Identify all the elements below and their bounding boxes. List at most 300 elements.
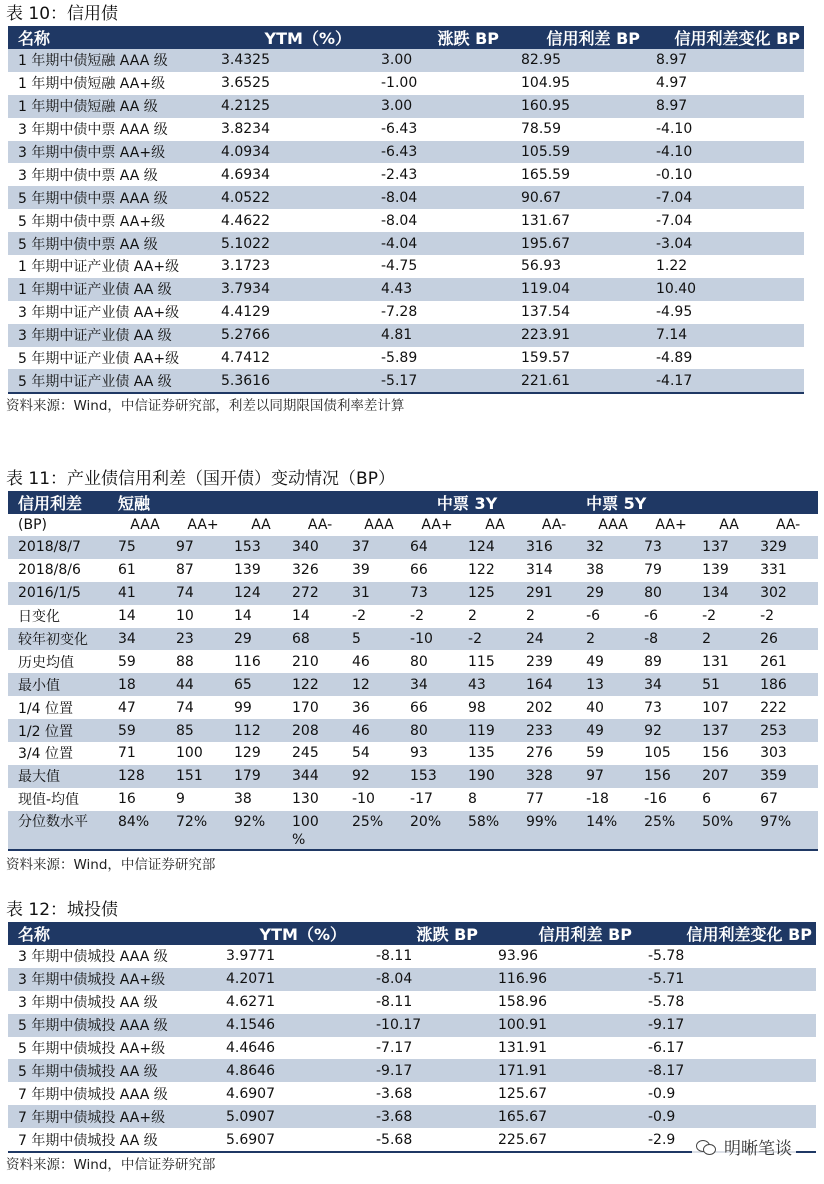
spread-value-cell: 39: [352, 562, 370, 579]
table-row: [8, 347, 804, 370]
table-row: [8, 765, 818, 788]
spread-value-cell: 135: [468, 745, 495, 762]
spread-value-cell: 23: [174, 628, 232, 651]
cell-spread-change-bp: 7.14: [648, 324, 804, 347]
spread-value-cell: -2: [702, 608, 717, 625]
cell-name: 1 年期中证产业债 AA 级: [8, 278, 213, 301]
spread-value-cell: 328: [524, 765, 584, 788]
table-row: [8, 278, 804, 301]
sub-header-cell: AA: [232, 514, 290, 536]
cell-spread-change-bp: -5.78: [640, 945, 816, 968]
cell-spread-bp: 171.91: [490, 1059, 640, 1082]
sub-header-cell: AA+: [408, 514, 466, 536]
spread-value-cell: 131: [702, 653, 729, 670]
spread-value-cell: 87: [176, 562, 194, 579]
cell-spread-change-bp: -0.9: [640, 1105, 816, 1128]
cell-spread-bp: 225.67: [490, 1128, 640, 1152]
cell-change-bp: -6.43: [373, 141, 513, 164]
cell-ytm: 5.6907: [218, 1128, 368, 1152]
spread-value-cell: 58%: [466, 811, 524, 850]
spread-value-cell: 122: [290, 673, 350, 696]
cell-name: 7 年期中债城投 AA+级: [8, 1105, 218, 1128]
spread-value-cell: 210: [292, 653, 319, 670]
table-row: [8, 945, 816, 968]
cell-spread-change-bp: 8.97: [648, 49, 804, 72]
spread-value-cell: -17: [410, 791, 433, 808]
cell-spread-change-bp: 8.97: [648, 95, 804, 118]
spread-value-cell: 26: [758, 628, 818, 651]
cell-name: 1 年期中债短融 AA+级: [18, 76, 166, 93]
cell-spread-bp: 165.67: [490, 1105, 640, 1128]
cell-spread-bp: 116.96: [490, 968, 640, 991]
table12-title: 表 12：城投债: [6, 900, 119, 920]
table-row: [8, 255, 804, 278]
urban-investment-bond-table: [8, 922, 816, 1153]
table-row: [8, 1082, 816, 1105]
table-row: [8, 628, 818, 651]
spread-value-cell: 34: [408, 673, 466, 696]
spread-value-cell: 137: [700, 536, 758, 559]
spread-value-cell: 97: [174, 536, 232, 559]
spread-value-cell: 49: [586, 653, 604, 670]
cell-ytm: 4.7412: [221, 350, 270, 367]
col-header-spread-bp: 信用利差 BP: [513, 26, 648, 49]
spread-value-cell: 291: [524, 582, 584, 605]
cell-spread-change-bp: -7.04: [648, 186, 804, 209]
spread-value-cell: 80: [410, 653, 428, 670]
spread-value-cell: -2: [352, 608, 366, 625]
cell-name: 5 年期中债中票 AAA 级: [8, 186, 213, 209]
cell-change-bp: -5.17: [373, 369, 513, 393]
cell-spread-change-bp: -3.04: [648, 232, 804, 255]
cell-name: 1 年期中债短融 AA 级: [8, 95, 213, 118]
cell-ytm: 3.4325: [213, 49, 373, 72]
cell-change-bp: -4.04: [373, 232, 513, 255]
row-label: 现值-均值: [18, 792, 80, 809]
cell-ytm: 3.6525: [221, 75, 270, 92]
table-row: [8, 1014, 816, 1037]
spread-value-cell: 40: [586, 699, 604, 716]
col-header-name: 名称: [8, 26, 213, 49]
spread-value-cell: 2: [526, 608, 535, 625]
cell-spread-bp: 131.67: [521, 212, 570, 229]
table-row: [8, 186, 804, 209]
table-row: [8, 1105, 816, 1128]
cell-spread-bp: 90.67: [513, 186, 648, 209]
spread-value-cell: -8: [642, 628, 700, 651]
spread-value-cell: 276: [526, 745, 553, 762]
cell-ytm: 5.2766: [213, 324, 373, 347]
spread-value-cell: 92: [642, 719, 700, 742]
sub-header-cell: AA-: [290, 514, 350, 536]
spread-value-cell: 68: [290, 628, 350, 651]
spread-value-cell: 139: [702, 562, 729, 579]
table11-group-header-row: [8, 491, 818, 514]
spread-value-cell: 67: [760, 791, 778, 808]
spread-value-cell: 326: [292, 562, 319, 579]
cell-change-bp: -4.75: [381, 258, 418, 275]
cell-change-bp: -6.43: [381, 121, 418, 138]
spread-value-cell: 20%: [408, 811, 466, 850]
cell-name: 5 年期中证产业债 AA 级: [8, 369, 213, 393]
sub-header-cell: AA: [700, 514, 758, 536]
spread-value-cell: 6: [702, 791, 711, 808]
spread-value-cell: 186: [758, 673, 818, 696]
spread-value-cell: 14: [234, 608, 252, 625]
spread-value-cell: 46: [352, 653, 370, 670]
spread-value-cell: -10: [408, 628, 466, 651]
cell-spread-bp: 104.95: [521, 75, 570, 92]
table-row: [8, 163, 804, 186]
spread-value-cell: 59: [118, 653, 136, 670]
cell-change-bp: -3.68: [368, 1105, 490, 1128]
spread-value-cell: 99: [234, 699, 252, 716]
spread-value-cell: 156: [702, 745, 729, 762]
spread-value-cell: 74: [176, 699, 194, 716]
spread-value-cell: 153: [232, 536, 290, 559]
table-row: [8, 742, 818, 765]
cell-spread-bp: 105.59: [513, 141, 648, 164]
cell-spread-bp: 82.95: [513, 49, 648, 72]
spread-value-cell: 80: [408, 719, 466, 742]
col-header-ytm: YTM（%）: [218, 922, 368, 945]
spread-value-cell: 84%: [116, 811, 174, 850]
col-header-spread-bp: 信用利差 BP: [490, 922, 640, 945]
cell-spread-change-bp: -4.95: [656, 304, 693, 321]
industry-bond-spread-table: [8, 491, 818, 851]
spread-value-cell: 92%: [232, 811, 290, 850]
spread-value-cell: 32: [584, 536, 642, 559]
cell-spread-change-bp: -9.17: [640, 1014, 816, 1037]
cell-ytm: 4.4646: [218, 1037, 368, 1060]
spread-value-cell: 100: [176, 745, 203, 762]
cell-name: 3 年期中债中票 AAA 级: [18, 122, 168, 139]
spread-value-cell: 302: [758, 582, 818, 605]
table-row: [8, 1059, 816, 1082]
spread-value-cell: 25%: [350, 811, 408, 850]
cell-spread-change-bp: 1.22: [656, 258, 688, 275]
spread-value-cell: 153: [408, 765, 466, 788]
table10-title: 表 10：信用债: [6, 4, 119, 24]
spread-value-cell: 331: [760, 562, 787, 579]
row-label: 2016/1/5: [8, 582, 116, 605]
cell-name: 3 年期中证产业债 AA 级: [8, 324, 213, 347]
spread-value-cell: 14: [118, 608, 136, 625]
spread-value-cell: 74: [174, 582, 232, 605]
cell-spread-bp: 78.59: [521, 121, 562, 138]
cell-change-bp: -7.17: [368, 1037, 490, 1060]
table-row: [8, 72, 804, 95]
col-header-spread-change-bp: 信用利差变化 BP: [648, 26, 804, 49]
cell-name: 7 年期中债城投 AAA 级: [8, 1082, 218, 1105]
spread-value-cell: 92: [350, 765, 408, 788]
spread-value-cell: 65: [232, 673, 290, 696]
spread-value-cell: 125: [466, 582, 524, 605]
col-header-name: 名称: [8, 922, 218, 945]
spread-value-cell: 64: [408, 536, 466, 559]
spread-value-cell: 98: [468, 699, 486, 716]
cell-change-bp: -1.00: [381, 75, 418, 92]
cell-ytm: 4.1546: [218, 1014, 368, 1037]
spread-value-cell: 75: [116, 536, 174, 559]
cell-spread-change-bp: -6.17: [640, 1037, 816, 1060]
spread-value-cell: 37: [350, 536, 408, 559]
table-row: [8, 232, 804, 255]
sub-header-cell: AA+: [174, 514, 232, 536]
spread-value-cell: 41: [116, 582, 174, 605]
spread-value-cell: 9: [176, 791, 185, 808]
cell-spread-bp: 158.96: [490, 991, 640, 1014]
cell-spread-bp: 56.93: [521, 258, 562, 275]
table-row: [8, 582, 818, 605]
spread-value-cell: 88: [176, 653, 194, 670]
table-row: [8, 719, 818, 742]
spread-value-cell: 2: [584, 628, 642, 651]
row-label: 最小值: [8, 673, 116, 696]
sub-header-cell: (BP): [8, 514, 116, 536]
cell-ytm: 4.6907: [218, 1082, 368, 1105]
spread-value-cell: 202: [526, 699, 553, 716]
table-row: [8, 788, 818, 811]
cell-spread-change-bp: -8.17: [640, 1059, 816, 1082]
cell-spread-change-bp: -5.71: [640, 968, 816, 991]
sub-header-cell: AA-: [758, 514, 818, 536]
col-header-ytm: YTM（%）: [213, 26, 373, 49]
spread-value-cell: 14: [292, 608, 310, 625]
spread-value-cell: 253: [758, 719, 818, 742]
cell-spread-change-bp: -4.89: [656, 350, 693, 367]
spread-value-cell: 190: [466, 765, 524, 788]
cell-change-bp: -2.43: [381, 166, 418, 183]
table-row: [8, 49, 804, 72]
cell-ytm: 4.2125: [213, 95, 373, 118]
spread-value-cell: 31: [350, 582, 408, 605]
spread-value-cell: 314: [526, 562, 553, 579]
spread-value-cell: 54: [352, 745, 370, 762]
row-label: 2018/8/6: [18, 562, 81, 579]
cell-ytm: 3.9771: [218, 945, 368, 968]
cell-ytm: 4.4622: [221, 212, 270, 229]
cell-change-bp: -8.04: [373, 186, 513, 209]
table-row: [8, 991, 816, 1014]
spread-value-cell: 44: [174, 673, 232, 696]
table-row: [8, 369, 804, 393]
spread-value-cell: 38: [586, 562, 604, 579]
spread-value-cell: 49: [584, 719, 642, 742]
spread-value-cell: 29: [584, 582, 642, 605]
cell-name: 1 年期中证产业债 AA+级: [18, 259, 180, 276]
cell-ytm: 4.6934: [221, 166, 270, 183]
spread-value-cell: 344: [290, 765, 350, 788]
spread-value-cell: -6: [644, 608, 659, 625]
spread-value-cell: 36: [352, 699, 370, 716]
table-row: [8, 118, 804, 141]
cell-name: 5 年期中证产业债 AA+级: [18, 351, 180, 368]
table-row: [8, 605, 818, 628]
spread-value-cell: 73: [408, 582, 466, 605]
cell-spread-change-bp: -4.10: [648, 141, 804, 164]
cell-spread-bp: 125.67: [490, 1082, 640, 1105]
spread-value-cell: 100 %: [290, 811, 350, 850]
spread-value-cell: 112: [232, 719, 290, 742]
spread-value-cell: 16: [118, 791, 136, 808]
group-header-mtn-3y: 中票 3Y: [350, 491, 584, 514]
spread-value-cell: 151: [174, 765, 232, 788]
wechat-icon: [696, 1138, 718, 1156]
spread-value-cell: 89: [644, 653, 662, 670]
cell-name: 5 年期中债城投 AA 级: [8, 1059, 218, 1082]
cell-change-bp: -8.11: [368, 991, 490, 1014]
cell-spread-bp: 119.04: [513, 278, 648, 301]
spread-value-cell: 207: [700, 765, 758, 788]
spread-value-cell: 79: [644, 562, 662, 579]
cell-change-bp: 4.81: [373, 324, 513, 347]
spread-value-cell: 85: [174, 719, 232, 742]
cell-ytm: 3.7934: [213, 278, 373, 301]
spread-value-cell: 139: [234, 562, 261, 579]
table-row: [8, 324, 804, 347]
spread-value-cell: 18: [116, 673, 174, 696]
cell-change-bp: -8.04: [381, 212, 418, 229]
spread-value-cell: 208: [290, 719, 350, 742]
cell-ytm: 5.3616: [213, 369, 373, 393]
table-row: [8, 696, 818, 719]
spread-value-cell: -2: [466, 628, 524, 651]
cell-name: 3 年期中债城投 AA 级: [8, 991, 218, 1014]
spread-value-cell: 34: [116, 628, 174, 651]
spread-value-cell: 8: [468, 791, 477, 808]
spread-value-cell: -2: [410, 608, 424, 625]
cell-change-bp: 3.00: [373, 49, 513, 72]
sub-header-cell: AAA: [116, 514, 174, 536]
spread-value-cell: -16: [644, 791, 667, 808]
table-row: [8, 141, 804, 164]
spread-value-cell: 14%: [584, 811, 642, 850]
spread-value-cell: 66: [410, 562, 428, 579]
spread-value-cell: 97%: [758, 811, 818, 850]
sub-header-cell: AA-: [524, 514, 584, 536]
spread-value-cell: 134: [700, 582, 758, 605]
cell-change-bp: 3.00: [373, 95, 513, 118]
spread-value-cell: 50%: [700, 811, 758, 850]
cell-name: 3 年期中债城投 AA+级: [8, 968, 218, 991]
cell-ytm: 4.8646: [218, 1059, 368, 1082]
spread-value-cell: 272: [290, 582, 350, 605]
row-label: 1/2 位置: [8, 719, 116, 742]
spread-value-cell: 129: [234, 745, 261, 762]
cell-change-bp: 4.43: [373, 278, 513, 301]
spread-value-cell: 59: [586, 745, 604, 762]
spread-value-cell: 59: [116, 719, 174, 742]
spread-value-cell: 34: [642, 673, 700, 696]
spread-value-cell: 261: [760, 653, 787, 670]
table-row: [8, 811, 818, 850]
spread-value-cell: 156: [642, 765, 700, 788]
row-label: 日变化: [18, 609, 60, 626]
cell-change-bp: -9.17: [368, 1059, 490, 1082]
credit-bond-table: [8, 26, 804, 394]
spread-value-cell: 80: [642, 582, 700, 605]
spread-value-cell: 107: [702, 699, 729, 716]
spread-value-cell: 340: [290, 536, 350, 559]
spread-value-cell: 239: [526, 653, 553, 670]
table11-sub-header-row: [8, 514, 818, 536]
spread-value-cell: -10: [352, 791, 375, 808]
group-header-short-financing: 短融: [116, 491, 350, 514]
spread-value-cell: 99%: [524, 811, 584, 850]
cell-ytm: 4.6271: [218, 991, 368, 1014]
cell-spread-bp: 223.91: [513, 324, 648, 347]
cell-spread-bp: 221.61: [513, 369, 648, 393]
spread-value-cell: 73: [642, 536, 700, 559]
spread-value-cell: 2: [468, 608, 477, 625]
spread-value-cell: 170: [292, 699, 319, 716]
spread-value-cell: 71: [118, 745, 136, 762]
table-row: [8, 650, 818, 673]
cell-name: 3 年期中债中票 AA+级: [8, 141, 213, 164]
spread-value-cell: 119: [466, 719, 524, 742]
row-label: 历史均值: [18, 654, 74, 671]
spread-value-cell: -6: [586, 608, 601, 625]
col-header-change-bp: 涨跌 BP: [368, 922, 490, 945]
spread-value-cell: 359: [758, 765, 818, 788]
watermark: [692, 1132, 796, 1161]
cell-name: 5 年期中债城投 AAA 级: [8, 1014, 218, 1037]
spread-value-cell: 47: [118, 699, 136, 716]
cell-ytm: 5.1022: [213, 232, 373, 255]
spread-value-cell: 46: [350, 719, 408, 742]
group-header-spread: 信用利差: [8, 491, 116, 514]
col-header-change-bp: 涨跌 BP: [373, 26, 513, 49]
table10-source: 资料来源：Wind，中信证券研究部，利差以同期限国债利率差计算: [6, 398, 405, 415]
spread-value-cell: 137: [700, 719, 758, 742]
spread-value-cell: 303: [760, 745, 787, 762]
table11-source: 资料来源：Wind，中信证券研究部: [6, 856, 216, 873]
spread-value-cell: 329: [758, 536, 818, 559]
cell-name: 3 年期中证产业债 AA+级: [18, 305, 180, 322]
watermark-text: 明晰笔谈: [724, 1139, 792, 1159]
cell-name: 5 年期中债城投 AA+级: [8, 1037, 218, 1060]
cell-spread-change-bp: -4.10: [656, 121, 693, 138]
cell-ytm: 3.1723: [221, 258, 270, 275]
table12-source: 资料来源：Wind，中信证券研究部: [6, 1157, 216, 1174]
cell-spread-change-bp: -4.17: [648, 369, 804, 393]
row-label: 2018/8/7: [8, 536, 116, 559]
spread-value-cell: 245: [292, 745, 319, 762]
cell-spread-bp: 195.67: [513, 232, 648, 255]
table-row: [8, 559, 818, 582]
spread-value-cell: 316: [524, 536, 584, 559]
spread-value-cell: -2: [760, 608, 775, 625]
table-row: [8, 673, 818, 696]
spread-value-cell: 25%: [642, 811, 700, 850]
cell-name: 5 年期中债中票 AA 级: [8, 232, 213, 255]
row-label: 3/4 位置: [18, 746, 73, 763]
cell-ytm: 4.0522: [213, 186, 373, 209]
cell-change-bp: -3.68: [368, 1082, 490, 1105]
table-row: [8, 536, 818, 559]
cell-change-bp: -7.28: [381, 304, 418, 321]
cell-change-bp: -8.11: [368, 945, 490, 968]
spread-value-cell: 77: [526, 791, 544, 808]
cell-name: 3 年期中债中票 AA 级: [18, 167, 158, 184]
cell-spread-change-bp: -0.9: [640, 1082, 816, 1105]
col-header-spread-change-bp: 信用利差变化 BP: [640, 922, 816, 945]
sub-header-cell: AA: [466, 514, 524, 536]
cell-ytm: 3.8234: [221, 121, 270, 138]
cell-spread-bp: 93.96: [490, 945, 640, 968]
spread-value-cell: 72%: [174, 811, 232, 850]
